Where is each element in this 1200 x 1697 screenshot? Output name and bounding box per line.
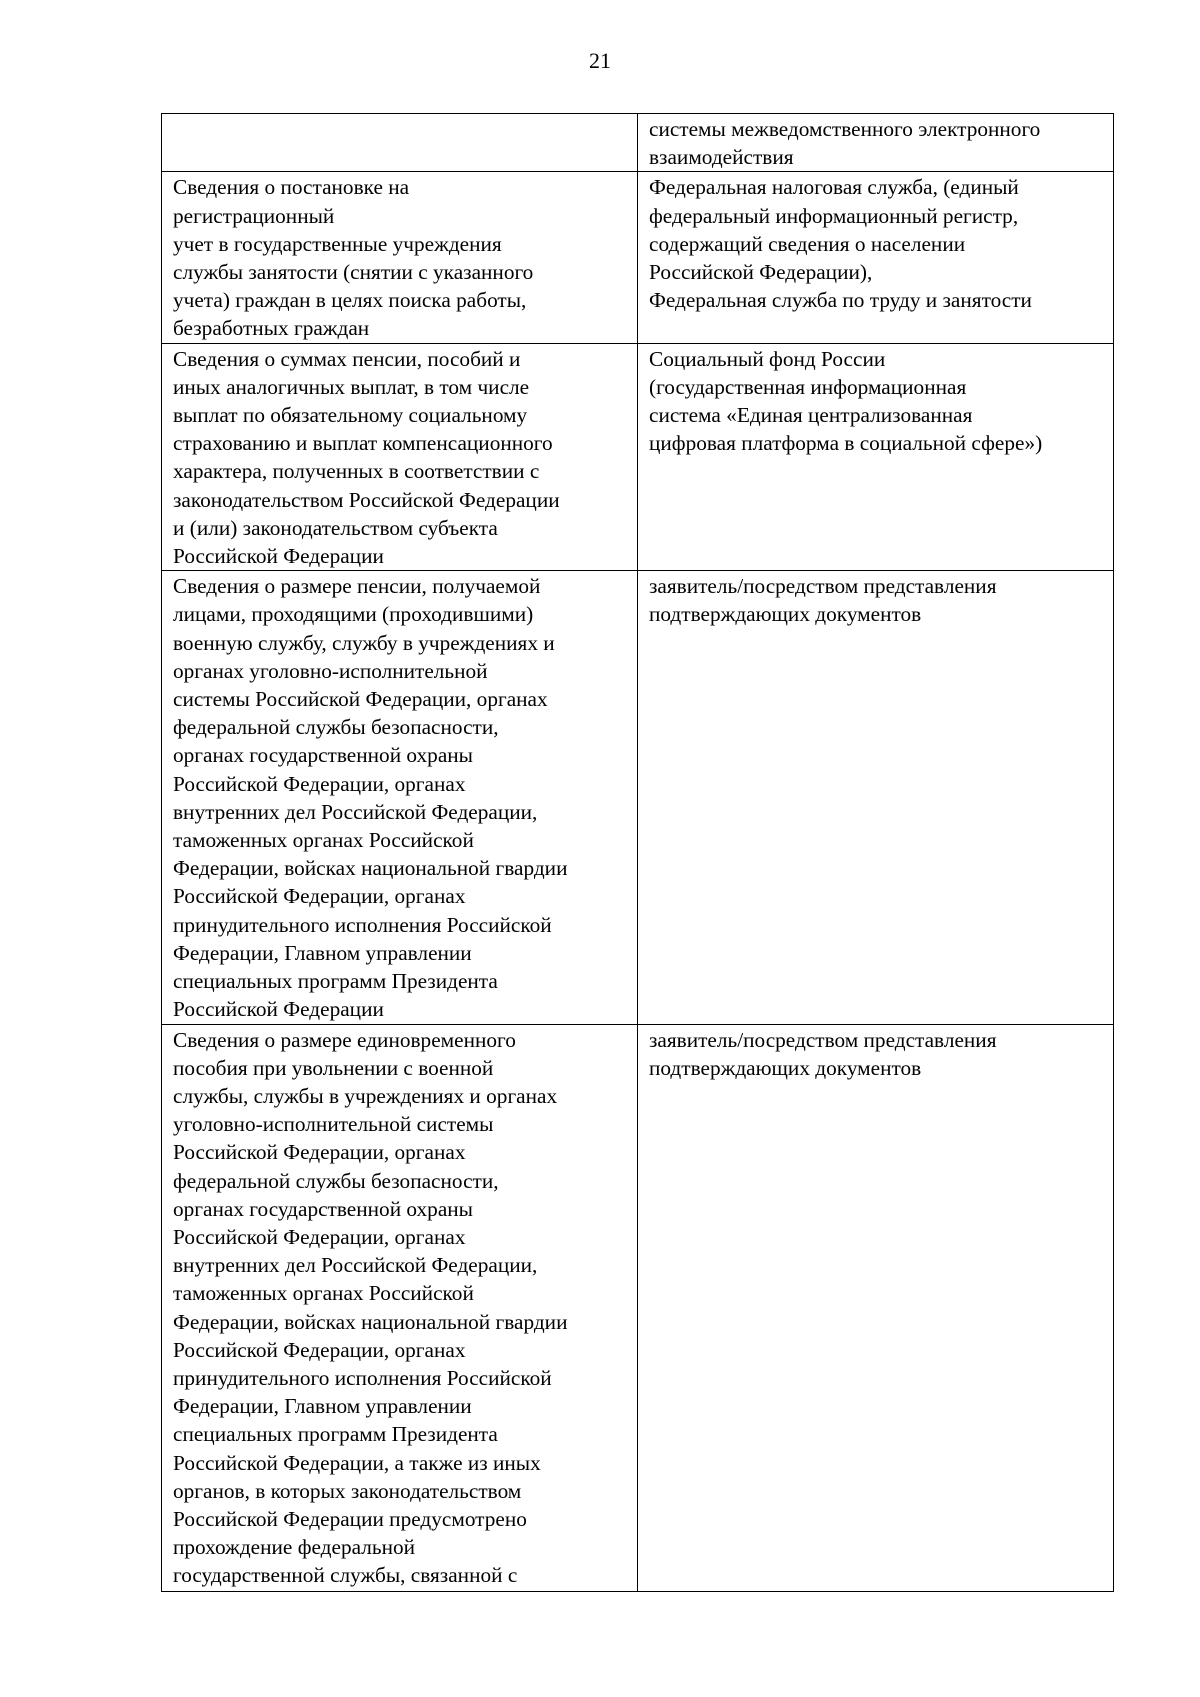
document-table (161, 113, 1114, 1592)
table-cell-info: Сведения о размере единовременного пособия при увольнении с военной службы, службы в учреждениях и органах уголовно-исполнительной системы Российской Федерации, органах федеральной службы безопасности, органах государственной охраны Российской Федерации, органах внутренних дел Российской Федерации, таможенных органах Российской Федерации, войсках национальной гвардии Российской Федерации, органах принудительного исполнения Российской Федерации, Главном управлении специальных программ Президента Российской Федерации, а также из иных органов, в которых законодательством Российской Федерации предусмотрено прохождение федеральной государственной службы, связанной с (162, 1024, 638, 1591)
table-cell-info: Сведения о размере пенсии, получаемой лицами, проходящими (проходившими) военную службу, службу в учреждениях и органах уголовно-исполнительной системы Российской Федерации, органах федеральной службы безопасности, органах государственной охраны Российской Федерации, органах внутренних дел Российской Федерации, таможенных органах Российской Федерации, войсках национальной гвардии Российской Федерации, органах принудительного исполнения Российской Федерации, Главном управлении специальных программ Президента Российской Федерации (162, 571, 638, 1024)
table-row (162, 114, 1114, 172)
table-cell-source: системы межведомственного электронного взаимодействия (638, 114, 1114, 172)
table-cell-source: заявитель/посредством представления подтверждающих документов (638, 571, 1114, 1024)
page-number: 21 (589, 48, 611, 73)
table-cell-info: Сведения о суммах пенсии, пособий и иных аналогичных выплат, в том числе выплат по обязательному социальному страхованию и выплат компенсационного характера, полученных в соответствии с законодательством Российской Федерации и (или) законодательством субъекта Российской Федерации (162, 343, 638, 571)
table-cell-info: Сведения о постановке на регистрационный учет в государственные учреждения службы занятости (снятии с указанного учета) граждан в целях поиска работы, безработных граждан (162, 172, 638, 343)
table-row (162, 571, 1114, 1024)
table-row (162, 172, 1114, 343)
table-cell-info (162, 114, 638, 172)
table-cell-source: заявитель/посредством представления подтверждающих документов (638, 1024, 1114, 1591)
table-cell-source: Социальный фонд России (государственная информационная система «Единая централизованная цифровая платформа в социальной сфере») (638, 343, 1114, 571)
table-row (162, 1024, 1114, 1591)
table-row (162, 343, 1114, 571)
table-cell-source: Федеральная налоговая служба, (единый федеральный информационный регистр, содержащий сведения о населении Российской Федерации), Федеральная служба по труду и занятости (638, 172, 1114, 343)
